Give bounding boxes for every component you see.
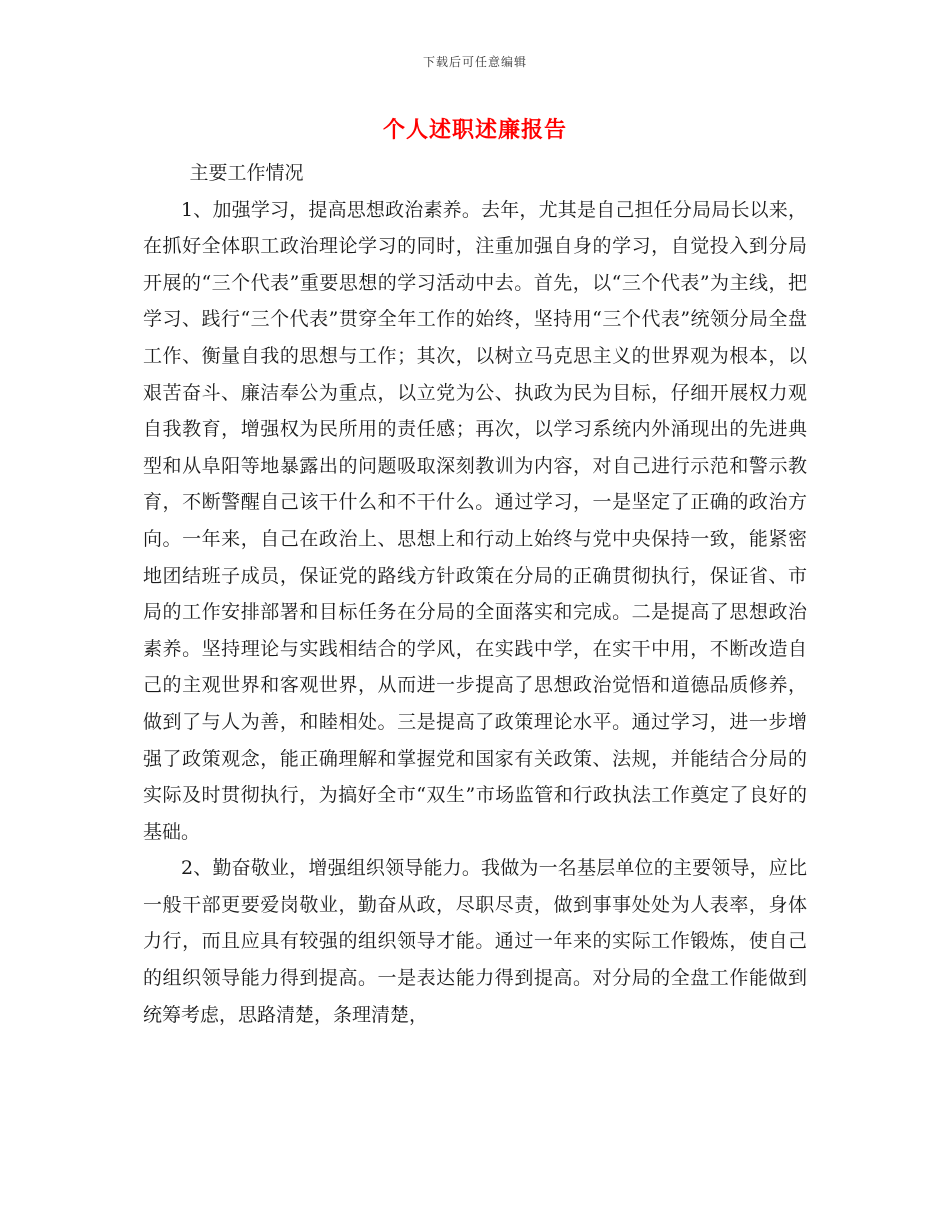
section-heading: 主要工作情况 [189,162,304,184]
page-header-note: 下载后可任意编辑 [422,55,527,69]
body-paragraph-2: 2、勤奋敬业，增强组织领导能力。我做为一名基层单位的主要领导，应比一般干部更要爱岗敬业，勤奋从政，尽职尽责，做到事事处处为人表率，身体力行，而且应具有较强的组织领导才能。通过一年来的实际工作锻炼，使自己的组织领导能力得到提高。一是表达能力得到提高。对分局的全盘工作能做到统筹考虑，思路清楚，条理清楚， [143,857,807,1026]
document-title: 个人述职述廉报告 [382,117,567,143]
body-paragraph-1: 1、加强学习，提高思想政治素养。去年，尤其是自己担任分局局长以来，在抓好全体职工政治理论学习的同时，注重加强自身的学习，自觉投入到分局开展的“三个代表”重要思想的学习活动中去。首先，以“三个代表”为主线，把学习、践行“三个代表”贯穿全年工作的始终，坚持用“三个代表”统领分局全盘工作、衡量自我的思想与工作；其次，以树立马克思主义的世界观为根本，以艰苦奋斗、廉洁奉公为重点，以立党为公、执政为民为目标，仔细开展权力观自我教育，增强权为民所用的责任感；再次，以学习系统内外涌现出的先进典型和从阜阳等地暴露出的问题吸取深刻教训为内容，对自己进行示范和警示教育，不断警醒自己该干什么和不干什么。通过学习，一是坚定了正确的政治方向。一年来，自己在政治上、思想上和行动上始终与党中央保持一致，能紧密地团结班子成员，保证党的路线方针政策在分局的正确贯彻执行，保证省、市局的工作安排部署和目标任务在分局的全面落实和完成。二是提高了思想政治素养。坚持理论与实践相结合的学风，在实践中学，在实干中用，不断改造自己的主观世界和客观世界，从而进一步提高了思想政治觉悟和道德品质修养，做到了与人为善，和睦相处。三是提高了政策理论水平。通过学习，进一步增强了政策观念，能正确理解和掌握党和国家有关政策、法规，并能结合分局的实际及时贯彻执行，为搞好全市“双生”市场监管和行政执法工作奠定了良好的基础。 [143,198,807,843]
document-body [143,155,807,1033]
